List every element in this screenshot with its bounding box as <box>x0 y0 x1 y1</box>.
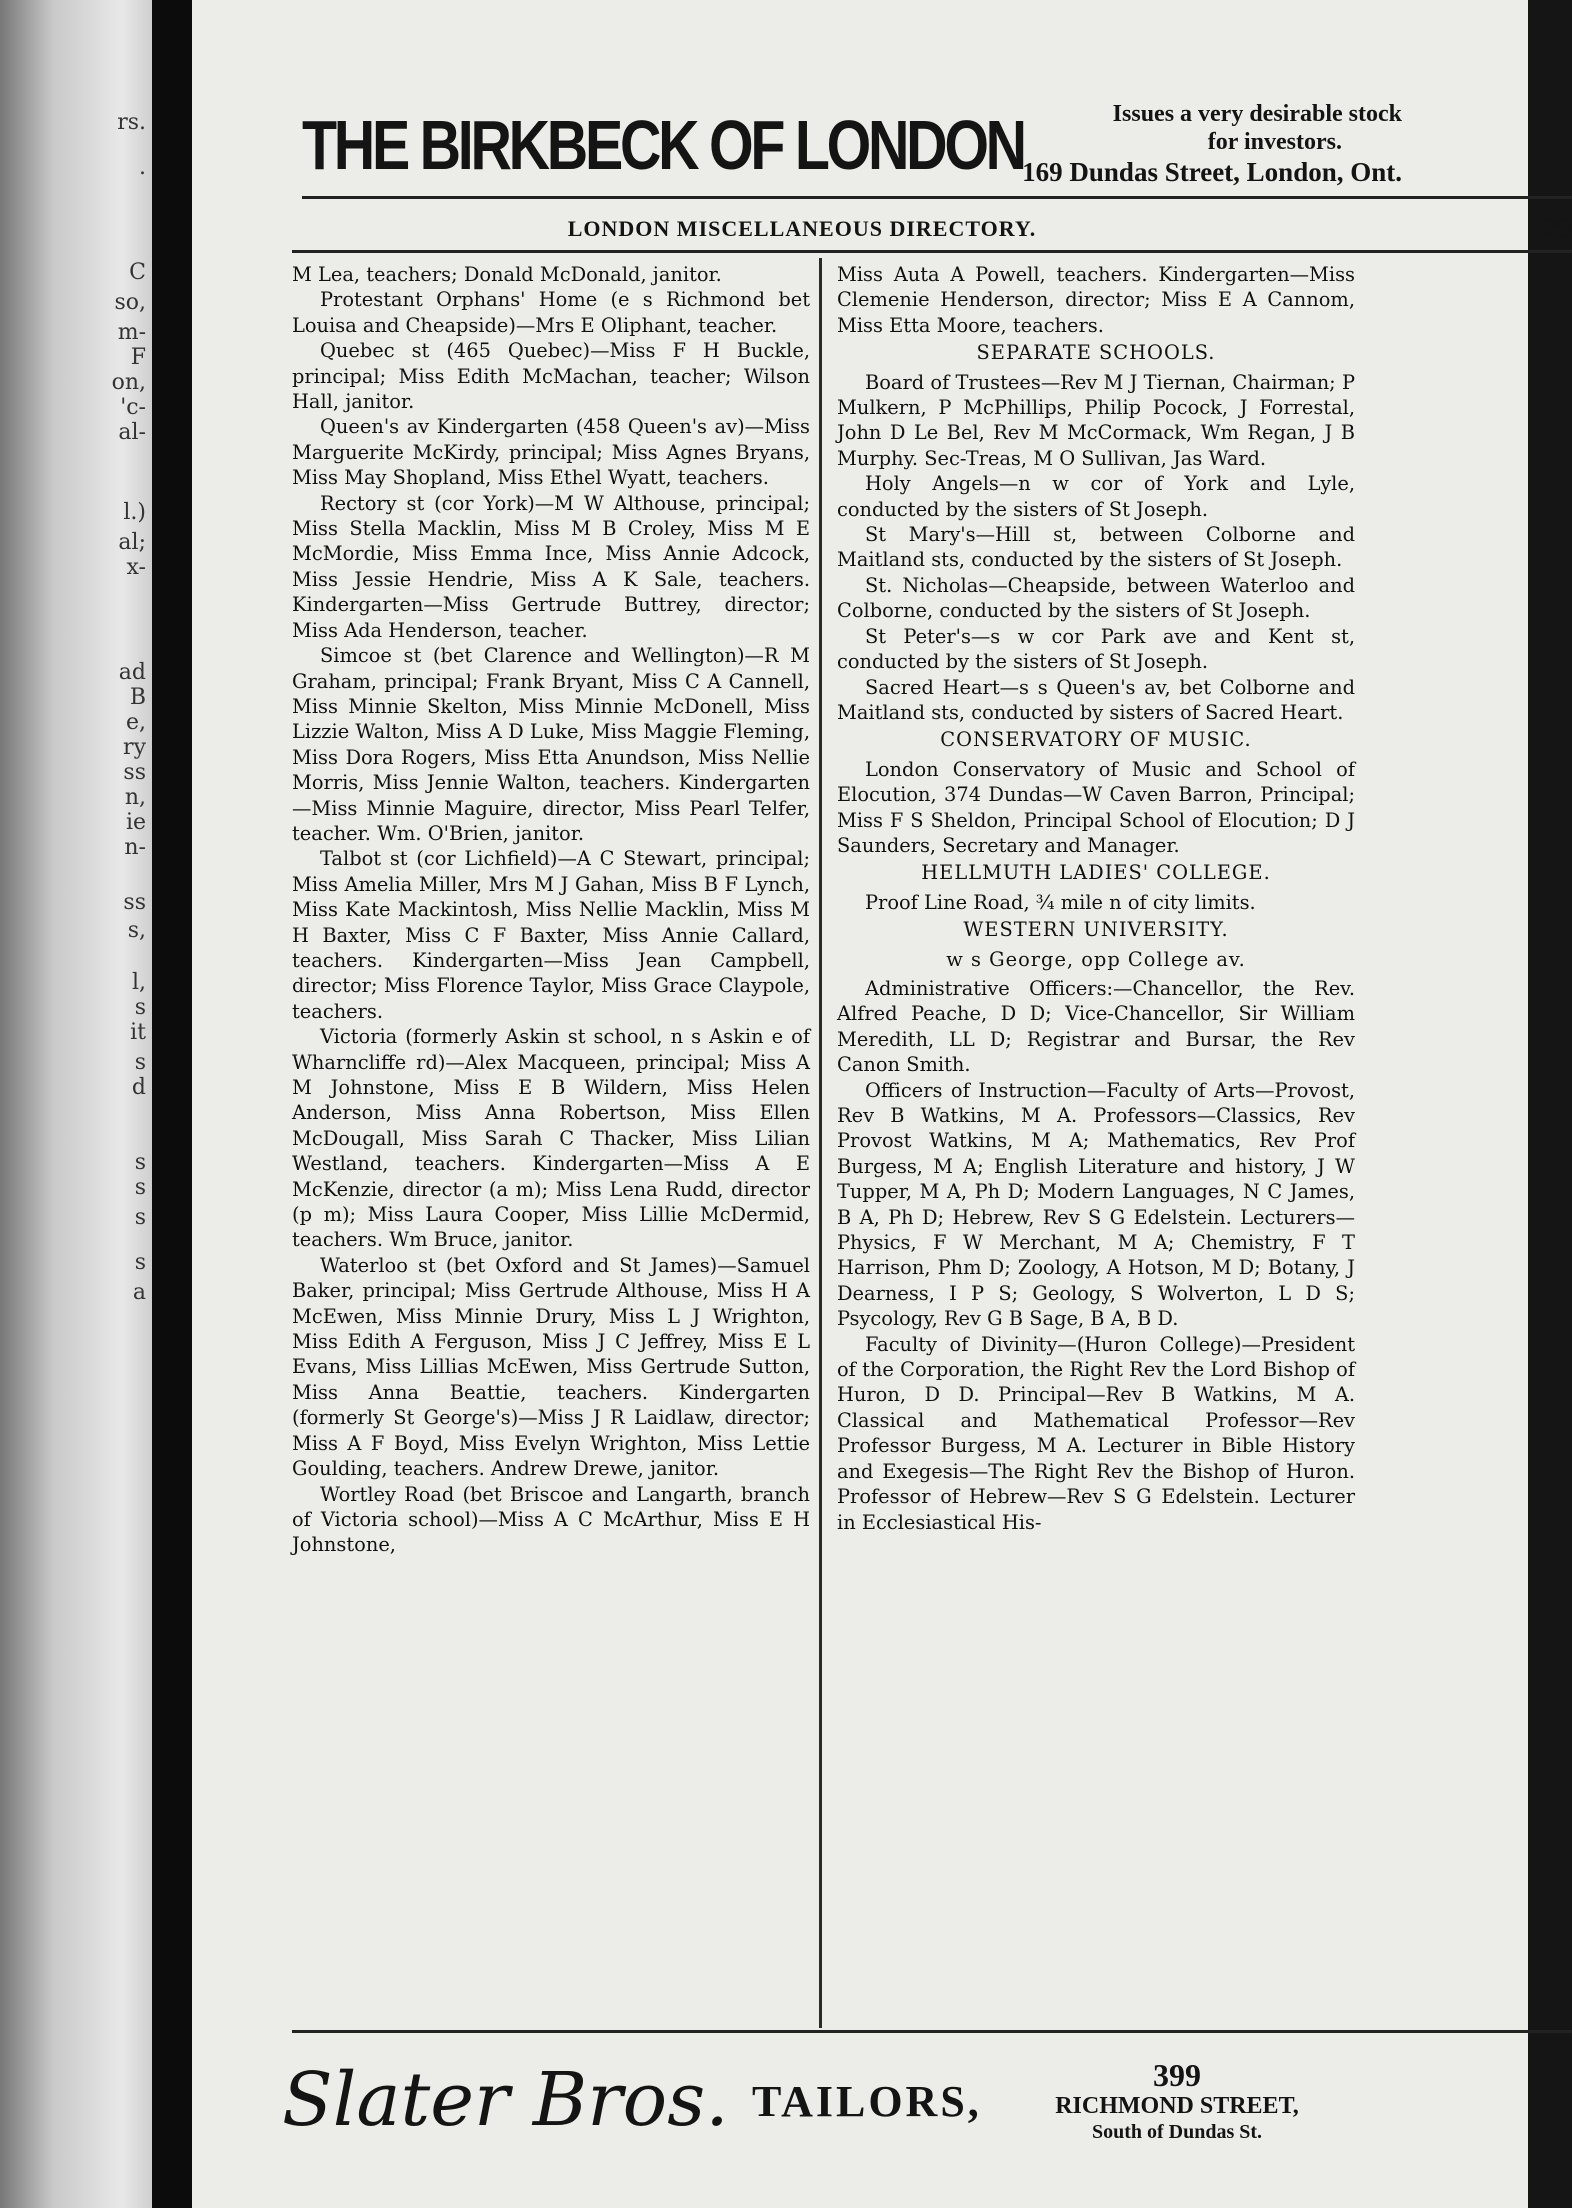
margin-fragment: rs. <box>117 110 146 135</box>
section-heading: WESTERN UNIVERSITY. <box>963 918 1229 942</box>
margin-fragment: e, <box>125 710 146 735</box>
directory-entry: St Mary's—Hill st, between Colborne and Maitland sts, conducted by the sisters of St Joseph. <box>837 523 1355 572</box>
running-head <box>302 214 1572 244</box>
margin-fragment: l, <box>131 970 146 995</box>
directory-entry: Faculty of Divinity—(Huron College)—President of the Corporation, the Right Rev the Lord Bishop of Huron, D D. Principal—Rev B Watkins, M A. Classical and Mathematical Professor—Rev Professor Burgess, M A. Lecturer in Bible History and Exegesis—The Right Rev the Bishop of Huron. Professor of Hebrew—Rev S G Edelstein. Lecturer in Ecclesiastical His- <box>837 1332 1355 1534</box>
running-title: LONDON MISCELLANEOUS DIRECTORY. <box>567 216 1037 241</box>
directory-entry: Waterloo st (bet Oxford and St James)—Samuel Baker, principal; Miss Gertrude Althouse, Miss H A McEwen, Miss Minnie Drury, Miss L J Wrighton, Miss Edith A Ferguson, Miss J C Jeffrey, Miss E L Evans, Miss Lillias McEwen, Miss Gertrude Sutton, Miss Anna Beattie, teachers. Kindergarten (formerly St George's)—Miss J R Laidlaw, director; Miss A F Boyd, Miss Evelyn Wrighton, Miss Lettie Goulding, teachers. Andrew Drewe, janitor. <box>292 1253 810 1481</box>
section-heading: HELLMUTH LADIES' COLLEGE. <box>921 861 1271 885</box>
margin-fragment: it <box>130 1020 146 1045</box>
margin-fragment: so, <box>114 290 146 315</box>
directory-entry: Officers of Instruction—Faculty of Arts—Provost, Rev B Watkins, M A. Professors—Classics, Rev Provost Watkins, M A; Mathematics, Rev Prof Burgess, M A; English Literature and history, J W Tupper, M A, Ph D; Modern Languages, N C James, B A, Ph D; Hebrew, Rev S G Edelstein. Lecturers—Physics, F W Merchant, M A; Chemistry, F T Harrison, Phm D; Zoology, A Hotson, M D; Botany, J Dearness, I P S; Geology, S Wolverton, L D S; Psycology, Rev G B Sage, B A, B D. <box>837 1078 1355 1331</box>
margin-fragment: F <box>130 345 146 370</box>
footer-address <box>1042 2058 1312 2144</box>
adjacent-page-margin <box>0 0 152 2208</box>
banner-title: THE BIRKBECK OF LONDON <box>302 106 1024 184</box>
directory-entry: Protestant Orphans' Home (e s Richmond bet Louisa and Cheapside)—Mrs E Oliphant, teacher. <box>292 288 810 337</box>
margin-fragment: n- <box>124 835 146 860</box>
margin-fragment: B <box>129 685 146 710</box>
banner-tagline: Issues a very desirable stock <box>1112 101 1402 127</box>
directory-entry: Simcoe st (bet Clarence and Wellington)—R M Graham, principal; Frank Bryant, Miss C A Cannell, Miss Minnie Skelton, Miss Minnie McDonell, Miss Lizzie Walton, Miss A D Luke, Miss Maggie Fleming, Miss Dora Rogers, Miss Etta Anundson, Miss Nellie Morris, Miss Jennie Walton, teachers. Kindergarten—Miss Minnie Maguire, director, Miss Pearl Telfer, teacher. Wm. O'Brien, janitor. <box>292 644 810 845</box>
right-column <box>837 262 1355 1535</box>
margin-fragment: d <box>131 1075 146 1100</box>
footer-street-number: 399 <box>1153 2057 1201 2093</box>
margin-fragment: a <box>132 1280 146 1305</box>
directory-entry: St Peter's—s w cor Park ave and Kent st, conducted by the sisters of St Joseph. <box>837 624 1355 674</box>
directory-entry: Quebec st (465 Quebec)—Miss F H Buckle, principal; Miss Edith McMachan, teacher; Wilson Hall, janitor. <box>292 339 810 414</box>
directory-entry: Queen's av Kindergarten (458 Queen's av)—Miss Marguerite McKirdy, principal; Miss Agnes Bryans, Miss May Shopland, Miss Ethel Wyatt, teachers. <box>292 415 810 490</box>
directory-entry: St. Nicholas—Cheapside, between Waterloo and Colborne, conducted by the sisters of St Joseph. <box>837 573 1355 623</box>
margin-fragment: . <box>139 155 146 180</box>
header-rule <box>302 196 1572 199</box>
margin-fragment: C <box>129 260 146 285</box>
directory-entry: London Conservatory of Music and School of Elocution, 374 Dundas—W Caven Barron, Principal; Miss F S Sheldon, Principal School of Elocution; D J Saunders, Secretary and Manager. <box>837 757 1355 857</box>
section-heading: CONSERVATORY OF MUSIC. <box>940 728 1252 752</box>
margin-fragment: ss <box>123 760 146 785</box>
section-heading: SEPARATE SCHOOLS. <box>976 341 1216 365</box>
margin-fragment: on, <box>111 370 146 395</box>
column-divider <box>819 258 822 2028</box>
directory-entry: M Lea, teachers; Donald McDonald, janitor. <box>292 263 722 286</box>
left-column <box>292 262 810 1558</box>
footer-note: South of Dundas St. <box>1091 2121 1263 2143</box>
margin-fragment: ad <box>118 660 146 685</box>
margin-fragment: s <box>134 1150 146 1175</box>
margin-fragment: x- <box>126 555 146 580</box>
margin-fragment: ry <box>123 735 146 760</box>
binding-gutter <box>152 0 192 2208</box>
margin-fragment: l.) <box>123 500 146 525</box>
running-head-rule <box>292 250 1572 253</box>
advertisement-footer <box>282 2050 1562 2170</box>
directory-entry: Holy Angels—n w cor of York and Lyle, conducted by the sisters of St Joseph. <box>837 472 1355 521</box>
margin-fragment: ss <box>123 890 146 915</box>
margin-fragment: s <box>134 1205 146 1230</box>
footer-business-name: Slater Bros. <box>282 2057 729 2143</box>
directory-entry: Rectory st (cor York)—M W Althouse, principal; Miss Stella Macklin, Miss M B Croley, Miss M E McMordie, Miss Emma Ince, Miss Annie Adcock, Miss Jessie Hendrie, Miss A K Sale, teachers. Kindergarten—Miss Gertrude Buttrey, director; Miss Ada Henderson, teacher. <box>292 491 810 642</box>
banner-tagline-2: for investors. <box>1207 129 1342 155</box>
directory-entry: Administrative Officers:—Chancellor, the Rev. Alfred Peache, D D; Vice-Chancellor, Sir William Meredith, LL D; Registrar and Bursar, the Rev Canon Smith. <box>837 976 1355 1077</box>
margin-fragment: al- <box>118 420 146 445</box>
directory-entry: Wortley Road (bet Briscoe and Langarth, branch of Victoria school)—Miss A C McArthur, Miss E H Johnstone, <box>292 1482 810 1557</box>
directory-entry: Proof Line Road, ¾ mile n of city limits. <box>865 890 1256 914</box>
directory-entry: Talbot st (cor Lichfield)—A C Stewart, principal; Miss Amelia Miller, Mrs M J Gahan, Miss B F Lynch, Miss Kate Mackintosh, Miss Nellie Macklin, Miss M H Baxter, Miss C F Baxter, Miss Annie Callard, teachers. Kindergarten—Miss Jean Campbell, director; Miss Florence Taylor, Miss Grace Claypole, teachers. <box>292 847 810 1023</box>
footer-rule <box>292 2030 1572 2033</box>
margin-fragment: s, <box>127 918 146 943</box>
footer-street: RICHMOND STREET, <box>1055 2093 1299 2119</box>
margin-fragment: s <box>134 995 146 1020</box>
margin-fragment: n, <box>124 785 146 810</box>
margin-fragment: 'c- <box>120 395 146 420</box>
advertisement-banner <box>302 100 1572 190</box>
directory-entry: Board of Trustees—Rev M J Tiernan, Chairman; P Mulkern, P McPhillips, Philip Pocock, J Forrestal, John D Le Bel, Rev M McCormack, Wm Regan, J B Murphy. Sec-Treas, M O Sullivan, Jas Ward. <box>837 370 1355 470</box>
banner-address: 169 Dundas Street, London, Ont. <box>1022 157 1402 187</box>
margin-fragment: s <box>134 1250 146 1275</box>
margin-fragment: s <box>134 1050 146 1075</box>
margin-fragment: ie <box>125 810 146 835</box>
directory-page <box>192 0 1572 2208</box>
directory-entry: Sacred Heart—s s Queen's av, bet Colborne and Maitland sts, conducted by sisters of Sacred Heart. <box>837 675 1355 724</box>
page-number: 29 <box>1544 213 1572 244</box>
margin-fragment: al; <box>118 530 146 555</box>
section-heading: w s George, opp College av. <box>946 947 1246 971</box>
footer-trade: TAILORS, <box>752 2077 982 2126</box>
banner-details <box>967 100 1402 188</box>
margin-fragment: s <box>134 1175 146 1200</box>
directory-entry: Miss Auta A Powell, teachers. Kindergarten—Miss Clemenie Henderson, director; Miss E A Cannom, Miss Etta Moore, teachers. <box>837 263 1355 337</box>
margin-fragment: m- <box>117 320 146 345</box>
directory-entry: Victoria (formerly Askin st school, n s Askin e of Wharncliffe rd)—Alex Macqueen, principal; Miss A M Johnstone, Miss E B Wildern, Miss Helen Anderson, Miss Anna Robertson, Miss Ellen McDougall, Miss Sarah C Thacker, Miss Lilian Westland, teachers. Kindergarten—Miss A E McKenzie, director (a m); Miss Lena Rudd, director (p m); Miss Laura Cooper, Miss Lillie McDermid, teachers. Wm Bruce, janitor. <box>292 1025 810 1252</box>
